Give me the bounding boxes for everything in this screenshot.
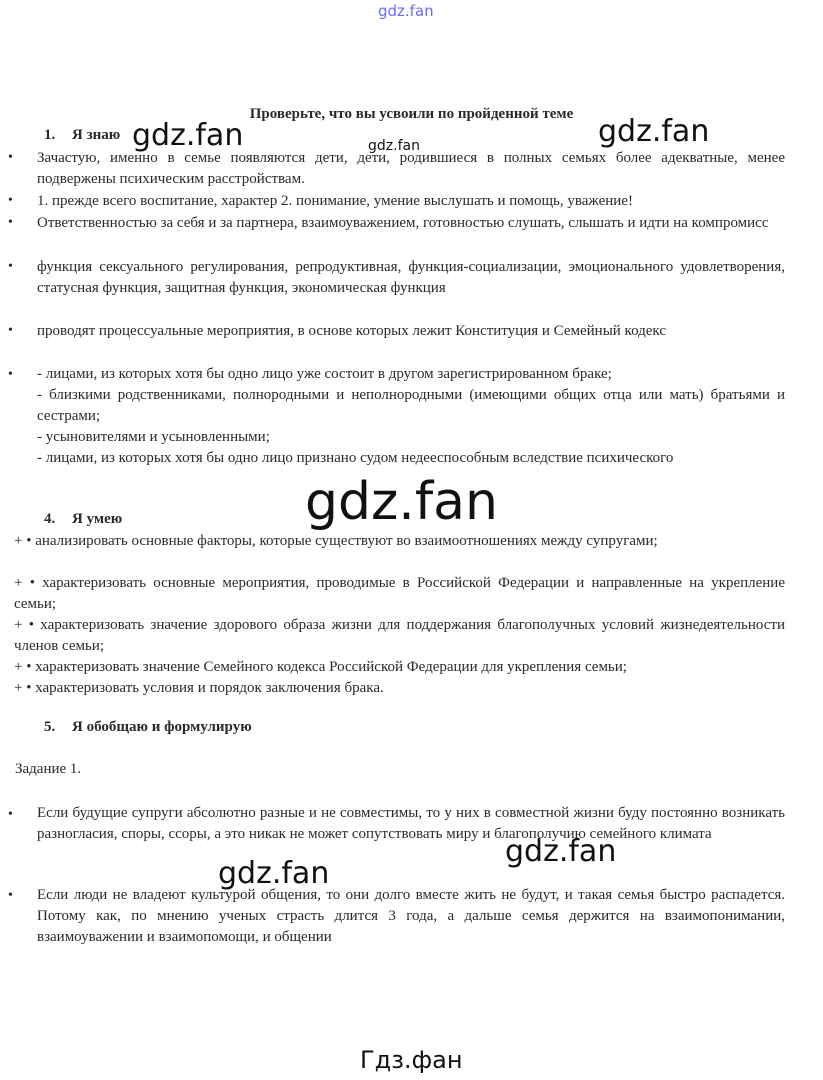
watermark-bottom: Гдз.фан bbox=[360, 1046, 463, 1074]
answer-item: Если будущие супруги абсолютно разные и не совместимы, то у них в совместной жизни буду постоянно возникать разногласия, споры, ссоры, а это никак не может сопутствовать миру и благополучию семейного климата bbox=[37, 805, 785, 842]
bullet-icon: • bbox=[8, 150, 13, 165]
bullet-icon: • bbox=[8, 367, 13, 382]
page-title: Проверьте, что вы усвоили по пройденной теме bbox=[249, 106, 574, 122]
skill-item: + • характеризовать основные мероприятия, проводимые в Российской Федерации и направленные на укрепление семьи; bbox=[14, 575, 785, 612]
bullet-icon: • bbox=[8, 259, 13, 274]
watermark-lower-left: gdz.fan bbox=[218, 856, 330, 891]
list-item: Ответственностью за себя и за партнера, взаимоуважением, готовностью слушать, слышать и идти на компромисс bbox=[37, 215, 769, 231]
list-item: 1. прежде всего воспитание, характер 2. понимание, умение выслушать и помощь, уважение! bbox=[37, 193, 633, 209]
section-heading-5 bbox=[44, 719, 252, 736]
section-label: Я обобщаю и формулирую bbox=[72, 719, 252, 735]
section-heading-4 bbox=[44, 511, 122, 528]
watermark-small: gdz.fan bbox=[368, 138, 420, 154]
bullet-icon: • bbox=[8, 193, 13, 208]
list-item: функция сексуального регулирования, репродуктивная, функция-социализации, эмоционального удовлетворения, статусная функция, защитная функция, экономическая функция bbox=[37, 259, 785, 296]
section-label: Я знаю bbox=[72, 127, 121, 143]
section-number: 4. bbox=[44, 511, 56, 527]
watermark-left: gdz.fan bbox=[132, 118, 244, 153]
watermark-top: gdz.fan bbox=[378, 2, 434, 20]
section-label: Я умею bbox=[72, 511, 123, 527]
watermark-right: gdz.fan bbox=[598, 114, 710, 149]
section-number: 5. bbox=[44, 719, 56, 735]
section-heading-1 bbox=[44, 127, 120, 144]
answer-item: Если люди не владеют культурой общения, то они долго вместе жить не будут, и такая семья быстро распадется. Потому как, по мнению ученых страсть длится 3 года, а дальше семья держится на взаимопонимании, взаимоуважении и взаимопомощи, и общении bbox=[37, 887, 785, 945]
bullet-icon: • bbox=[8, 807, 13, 822]
list-subitem: - близкими родственниками, полнородными и неполнородными (имеющими общих отца или мать) братьями и сестрами; bbox=[37, 387, 785, 424]
list-subitem: - лицами, из которых хотя бы одно лицо признано судом недееспособным вследствие психического bbox=[37, 450, 674, 466]
bullet-icon: • bbox=[8, 888, 13, 903]
skill-item: + • характеризовать значение Семейного кодекса Российской Федерации для укрепления семьи; bbox=[14, 659, 627, 675]
list-item: Зачастую, именно в семье появляются дети, дети, родившиеся в полных семьях более адекватные, менее подвержены психическим расстройствам. bbox=[37, 150, 785, 187]
skill-item: + • характеризовать значение здорового образа жизни для поддержания благополучных условий жизнедеятельности членов семьи; bbox=[14, 617, 785, 654]
list-item bbox=[37, 364, 785, 469]
skill-item: + • характеризовать условия и порядок заключения брака. bbox=[14, 680, 384, 696]
watermark-lower-right: gdz.fan bbox=[505, 834, 617, 869]
list-subitem: - усыновителями и усыновленными; bbox=[37, 429, 270, 445]
list-subitem: - лицами, из которых хотя бы одно лицо уже состоит в другом зарегистрированном браке; bbox=[37, 366, 612, 382]
task-label: Задание 1. bbox=[15, 761, 82, 777]
list-item: проводят процессуальные мероприятия, в основе которых лежит Конституция и Семейный кодекс bbox=[37, 323, 667, 339]
watermark-large: gdz.fan bbox=[305, 472, 498, 532]
skill-item: + • анализировать основные факторы, которые существуют во взаимоотношениях между супругами; bbox=[14, 533, 658, 549]
section-number: 1. bbox=[44, 127, 56, 143]
bullet-icon: • bbox=[8, 323, 13, 338]
bullet-icon: • bbox=[8, 215, 13, 230]
